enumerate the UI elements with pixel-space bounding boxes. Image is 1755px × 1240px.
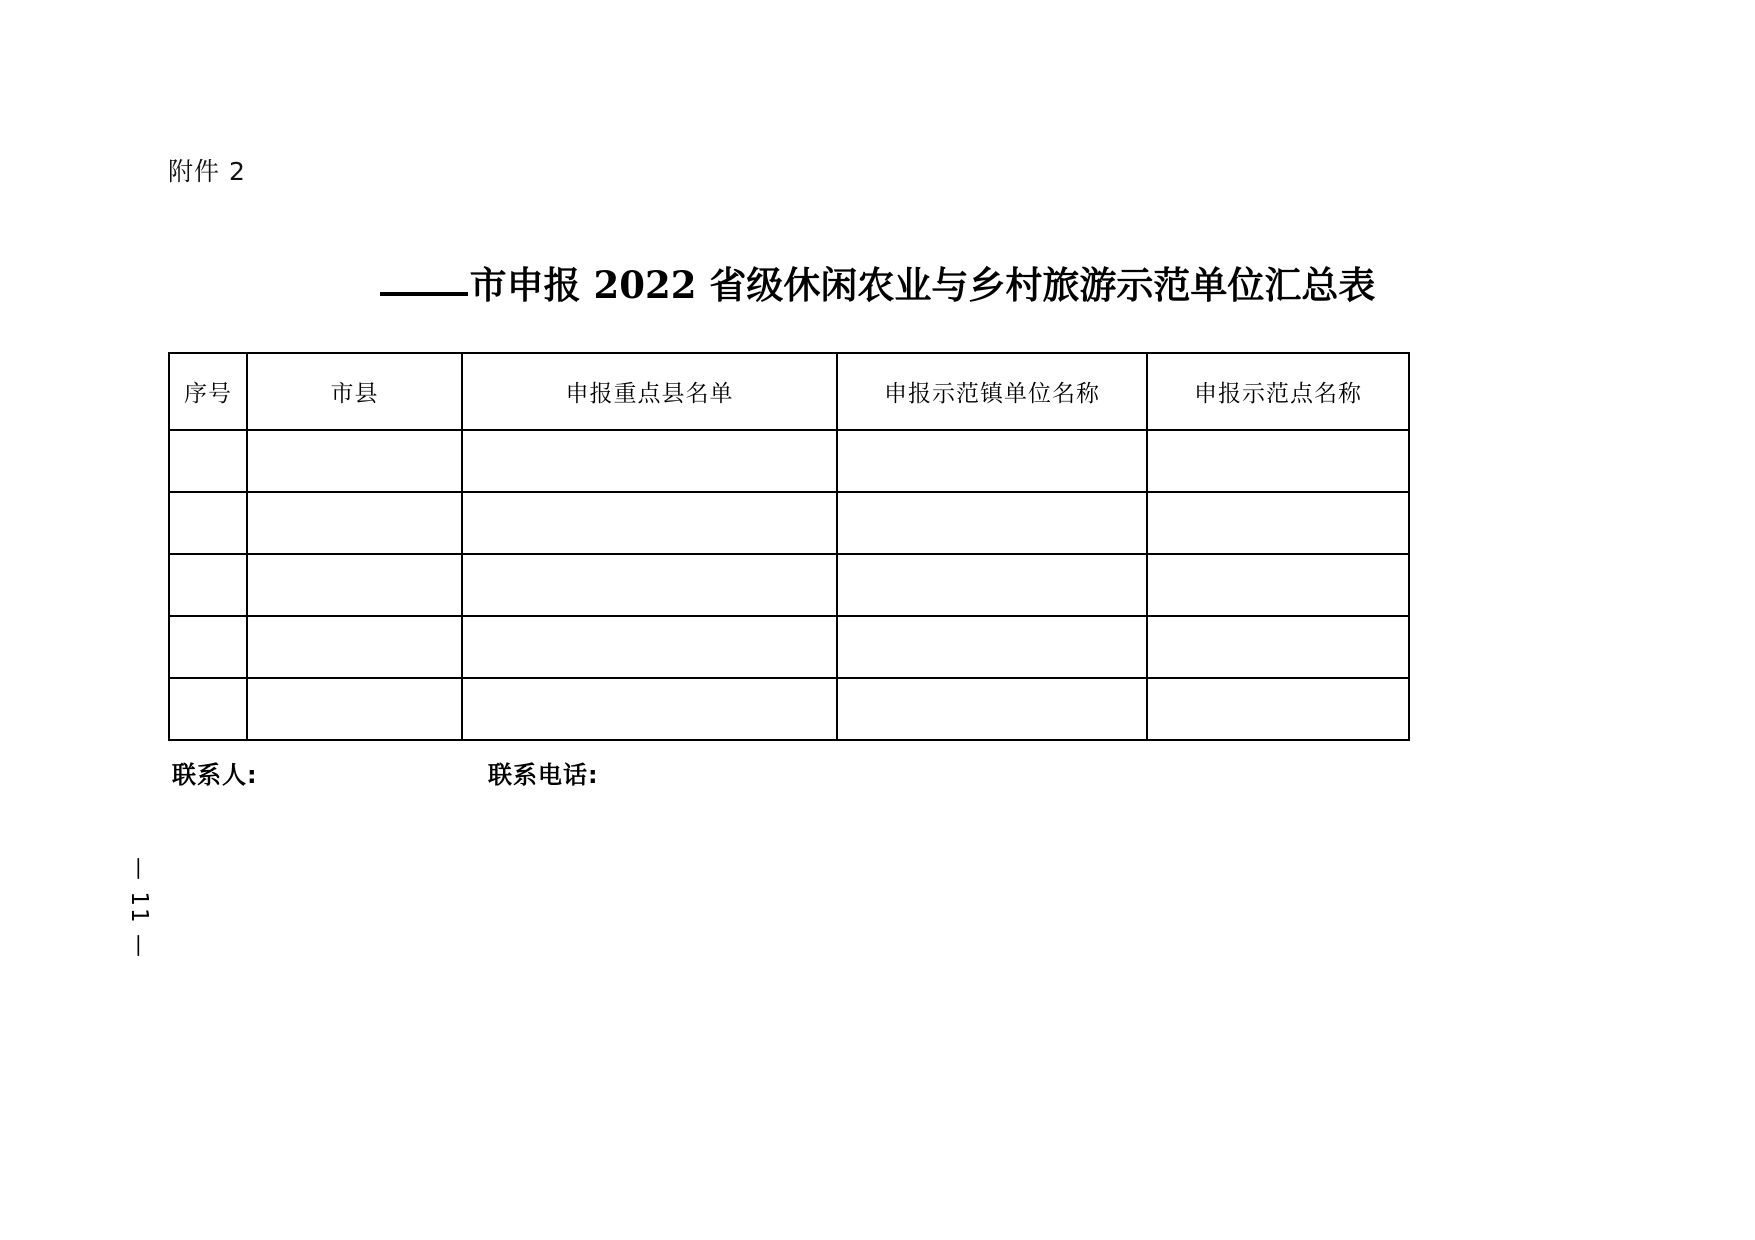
cell-city[interactable]: [247, 554, 462, 616]
table-row: [169, 492, 1409, 554]
cell-key-county[interactable]: [462, 616, 837, 678]
cell-city[interactable]: [247, 430, 462, 492]
cell-demo-spot[interactable]: [1147, 616, 1409, 678]
cell-serial[interactable]: [169, 678, 247, 740]
cell-demo-town[interactable]: [837, 430, 1147, 492]
cell-serial[interactable]: [169, 554, 247, 616]
table-row: [169, 616, 1409, 678]
page-number: [88, 855, 158, 965]
cell-serial[interactable]: [169, 430, 247, 492]
column-header-city: 市县: [247, 353, 462, 430]
cell-city[interactable]: [247, 616, 462, 678]
table-row: [169, 430, 1409, 492]
cell-demo-town[interactable]: [837, 616, 1147, 678]
column-header-demo-spot: 申报示范点名称: [1147, 353, 1409, 430]
table-header-row: [169, 353, 1409, 430]
cell-demo-town[interactable]: [837, 554, 1147, 616]
cell-key-county[interactable]: [462, 430, 837, 492]
cell-demo-spot[interactable]: [1147, 554, 1409, 616]
cell-key-county[interactable]: [462, 554, 837, 616]
column-header-demo-town: 申报示范镇单位名称: [837, 353, 1147, 430]
contact-phone-label: 联系电话:: [488, 761, 599, 789]
page-title-text: 市申报 2022 省级休闲农业与乡村旅游示范单位汇总表: [469, 263, 1376, 307]
summary-table: [168, 352, 1410, 741]
table-row: [169, 678, 1409, 740]
attachment-label: 附件 2: [168, 157, 246, 186]
cell-demo-spot[interactable]: [1147, 492, 1409, 554]
cell-city[interactable]: [247, 678, 462, 740]
table-row: [169, 554, 1409, 616]
cell-serial[interactable]: [169, 616, 247, 678]
cell-demo-town[interactable]: [837, 678, 1147, 740]
cell-demo-spot[interactable]: [1147, 430, 1409, 492]
column-header-serial: 序号: [169, 353, 247, 430]
cell-key-county[interactable]: [462, 678, 837, 740]
contact-person-label: 联系人:: [172, 761, 258, 789]
page-number-text: — 11 —: [125, 857, 152, 959]
cell-demo-spot[interactable]: [1147, 678, 1409, 740]
cell-key-county[interactable]: [462, 492, 837, 554]
table-body: [169, 430, 1409, 740]
cell-city[interactable]: [247, 492, 462, 554]
cell-serial[interactable]: [169, 492, 247, 554]
title-blank-line: [380, 292, 468, 296]
column-header-key-county: 申报重点县名单: [462, 353, 837, 430]
cell-demo-town[interactable]: [837, 492, 1147, 554]
page-title: [0, 255, 1755, 309]
